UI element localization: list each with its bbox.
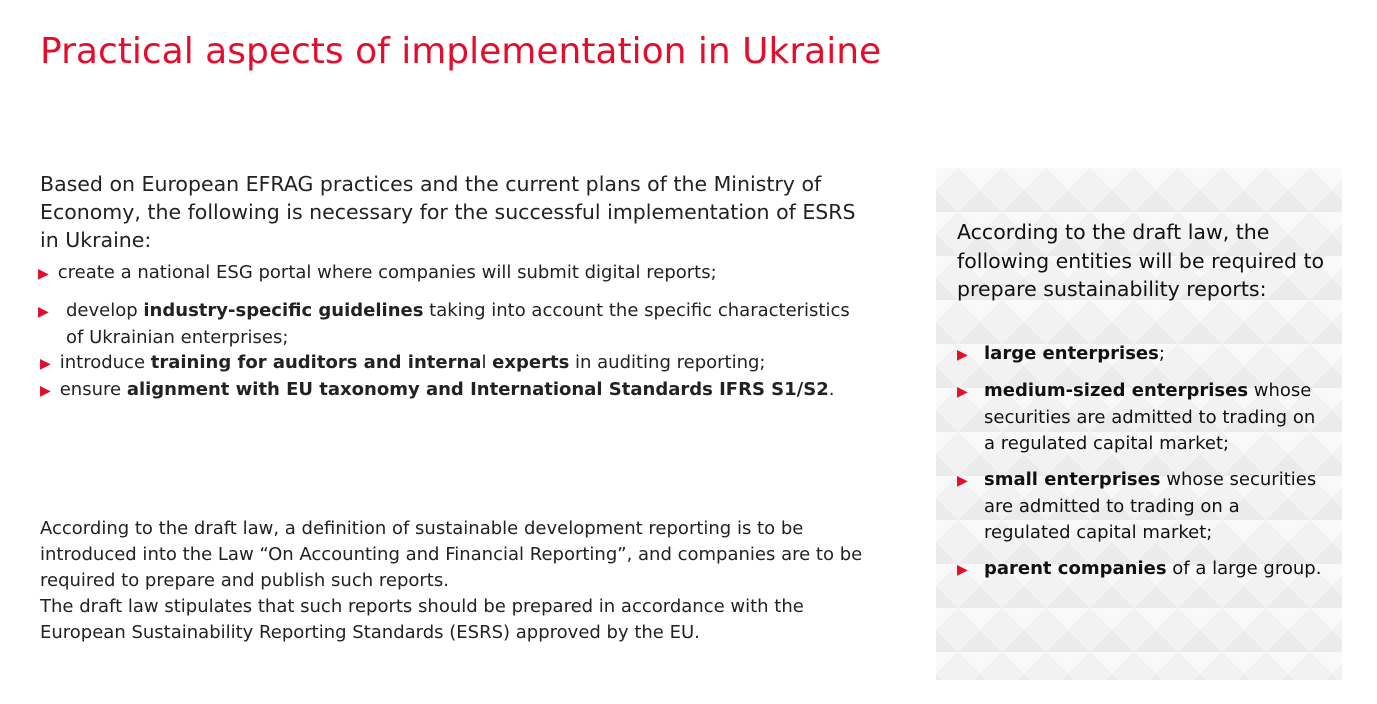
bullet-triangle-icon: ▶ <box>38 266 49 282</box>
bullet-triangle-icon: ▶ <box>38 304 49 320</box>
measures-list-3 <box>38 350 858 404</box>
panel-intro-text: According to the draft law, the following entities will be required to prepare sustainability reports: <box>957 220 1325 301</box>
bullet-triangle-icon: ▶ <box>40 383 51 399</box>
list-item: ▶ develop industry-specific guidelines taking into account the specific characteristics of Ukrainian enterprises; <box>38 300 850 348</box>
bullet-triangle-icon: ▶ <box>957 347 968 363</box>
bullet-triangle-icon: ▶ <box>957 473 968 489</box>
list-item: ▶ introduce training for auditors and internal experts in auditing reporting; <box>38 350 858 377</box>
list-item: ▶ parent companies of a large group. <box>957 556 1327 583</box>
page-title: Practical aspects of implementation in Ukraine <box>40 31 882 72</box>
list-item: ▶ medium-sized enterprises whose securities are admitted to trading on a regulated capital market; <box>957 380 1316 454</box>
intro-text: Based on European EFRAG practices and the current plans of the Ministry of Economy, the following is necessary for the successful implementation of ESRS in Ukraine: <box>40 172 856 252</box>
measures-list-2 <box>38 298 858 351</box>
bullet-triangle-icon: ▶ <box>40 356 51 372</box>
measures-list <box>38 260 858 287</box>
entities-list <box>957 341 1327 583</box>
bullet-triangle-icon: ▶ <box>957 384 968 400</box>
list-item: ▶ create a national ESG portal where companies will submit digital reports; <box>38 260 858 287</box>
draft-law-paragraph: According to the draft law, a definition of sustainable development reporting is to be introduced into the Law “On Accounting and Financial Reporting”, and companies are to be required to prepare and publish such reports. The draft law stipulates that such reports should be prepared in accordance with the European Sustainability Reporting Standards (ESRS) approved by the EU. <box>40 518 863 643</box>
list-item: ▶ small enterprises whose securities are admitted to trading on a regulated capital market; <box>957 469 1317 543</box>
list-item: ▶ ensure alignment with EU taxonomy and International Standards IFRS S1/S2. <box>38 377 858 404</box>
bullet-triangle-icon: ▶ <box>957 562 968 578</box>
list-item: ▶ large enterprises; <box>957 341 1327 368</box>
